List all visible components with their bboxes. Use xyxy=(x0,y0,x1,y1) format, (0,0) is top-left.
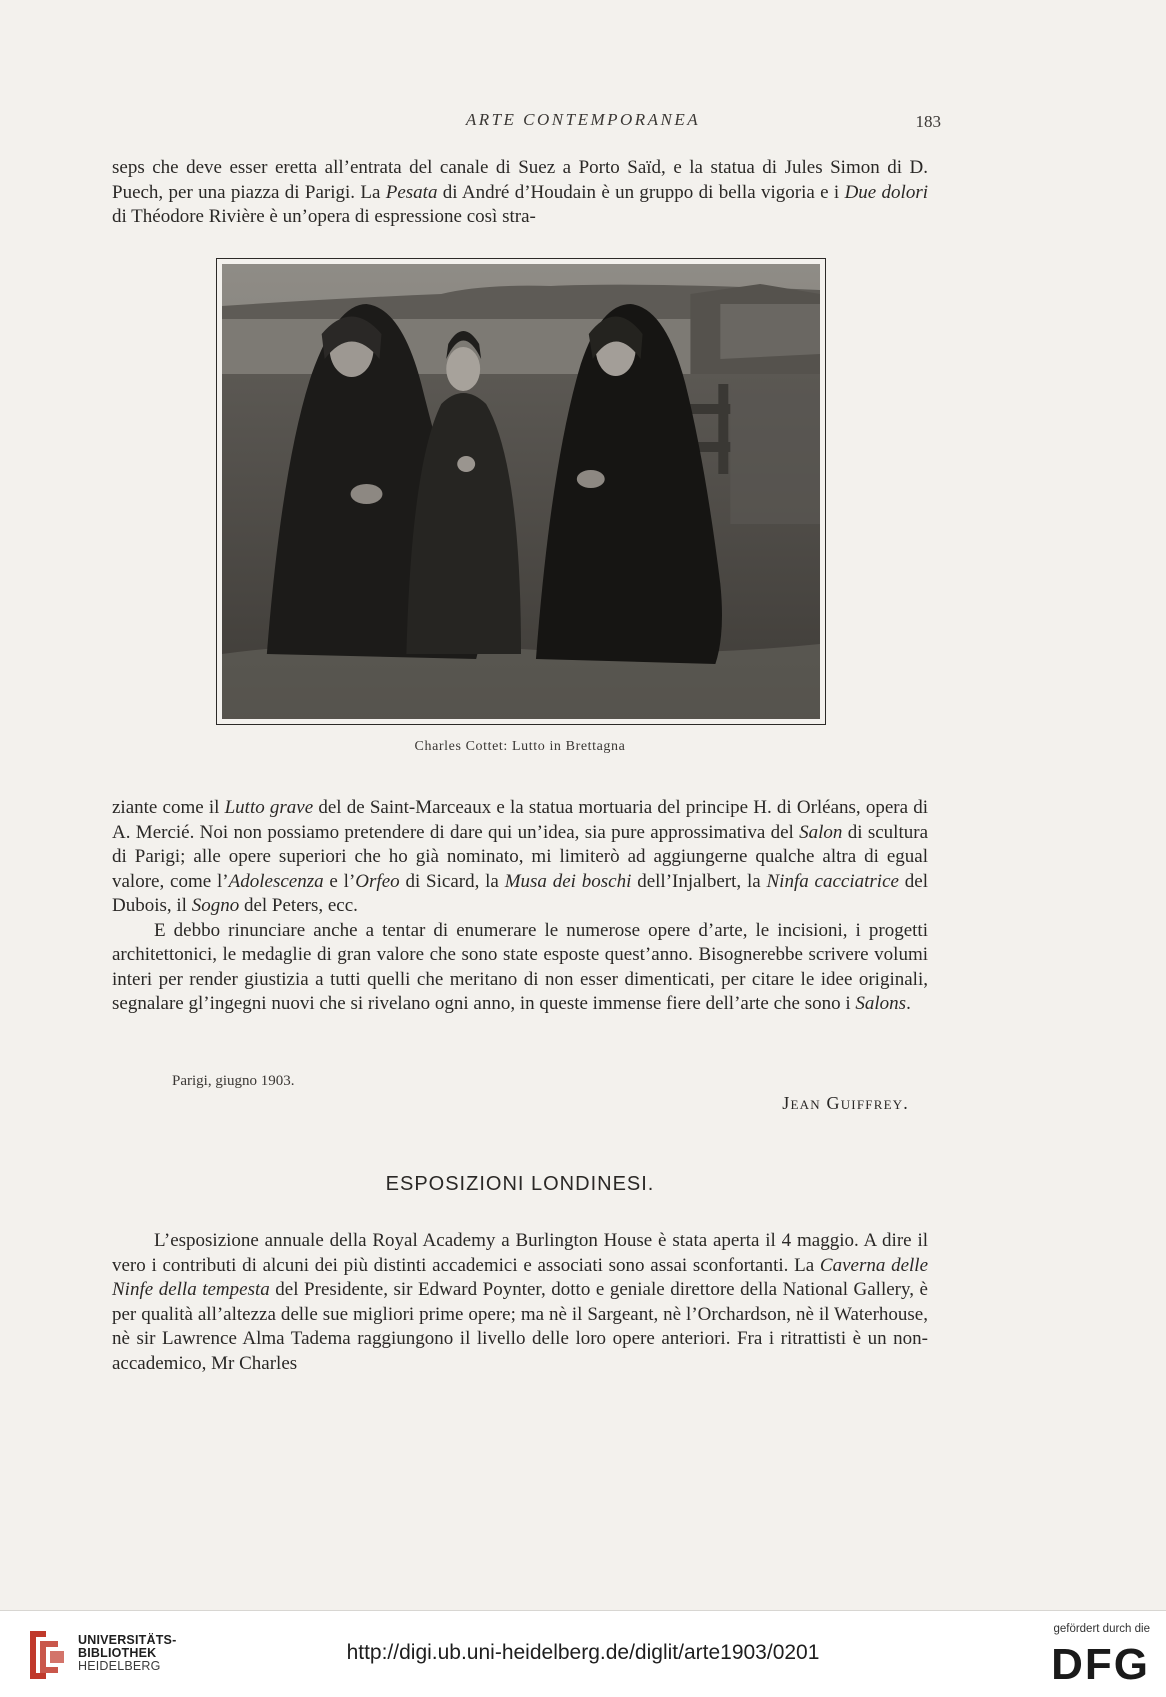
running-title: ARTE CONTEMPORANEA xyxy=(465,110,701,129)
funding-note: gefördert durch die xyxy=(1053,1623,1150,1635)
painting-image xyxy=(222,264,820,719)
figure-caption: Charles Cottet: Lutto in Brettagna xyxy=(414,739,626,754)
dfg-logo-icon xyxy=(1038,1641,1150,1685)
running-header xyxy=(0,110,1166,134)
section-heading: ESPOSIZIONI LONDINESI. xyxy=(385,1173,655,1195)
funding-credit xyxy=(1020,1623,1150,1685)
paragraph-continuation: ziante come il Lutto grave del de Saint-Marceaux e la statua mortuaria del principe H. di Orléans, opera di A. Mercié. Noi non possiamo pretendere di dare qui un’idea, sia pure approssimativa del Salon di scultura di Parigi; alle opere superiori che ho già nominato, mi limiterò ad aggiungerne qualche altra di egual valore, come l’Adolescenza e l’Orfeo di Sicard, la Musa dei boschi dell’Injalbert, la Ninfa cacciatrice del Dubois, il Sogno del Peters, ecc. xyxy=(112,797,929,916)
digitization-footer xyxy=(0,1610,1166,1697)
london-paragraph: L’esposizione annuale della Royal Academy a Burlington House è stata aperta il 4 maggio. A dire il vero i contributi di alcuni dei più distinti accademici e associati sono assai sconfortanti. La Caverna delle Ninfe della tempesta del Presidente, sir Edward Poynter, dotto e geniale direttore della National Gallery, è per qualità all’altezza delle sue migliori prime opere; ma nè il Sargeant, nè l’Orchardson, nè il Waterhouse, nè sir Lawrence Alma Tadema raggiungono il livello delle loro opere anteriori. Fra i ritrattisti è un non-accademico, Mr Charles xyxy=(112,1230,929,1374)
dfg-logo-text: DFG xyxy=(1051,1641,1150,1685)
painting-figure xyxy=(216,258,826,725)
permalink[interactable]: http://digi.ub.uni-heidelberg.de/diglit/arte1903/0201 xyxy=(346,1641,820,1664)
paragraph-salons: E debbo rinunciare anche a tentar di enumerare le numerose opere d’arte, le incisioni, i progetti architettonici, le medaglie di gran valore che sono state esposte quest’anno. Bisognerebbe scrivere volumi interi per render giustizia a tutti quelli che meritano di non esser dimenticati, per citare le idee originali, segnalare gl’ingegni nuovi che si rivelano ogni anno, in queste immense fiere dell’arte che sono i Salons. xyxy=(112,919,928,1014)
library-name: UNIVERSITÄTS- BIBLIOTHEK HEIDELBERG xyxy=(78,1633,177,1673)
body-text xyxy=(112,796,928,1017)
page-number: 183 xyxy=(915,112,941,131)
dateline: Parigi, giugno 1903. xyxy=(172,1073,295,1089)
author-signature: Jean Guiffrey. xyxy=(782,1093,909,1113)
intro-paragraph: seps che deve esser eretta all’entrata del canale di Suez a Porto Saïd, e la statua di Jules Simon di D. Puech, per una piazza di Parigi. La Pesata di André d’Houdain è un gruppo di bella vigoria e i Due dolori di Théodore Rivière è un’opera di espressione così stra- xyxy=(112,157,929,227)
